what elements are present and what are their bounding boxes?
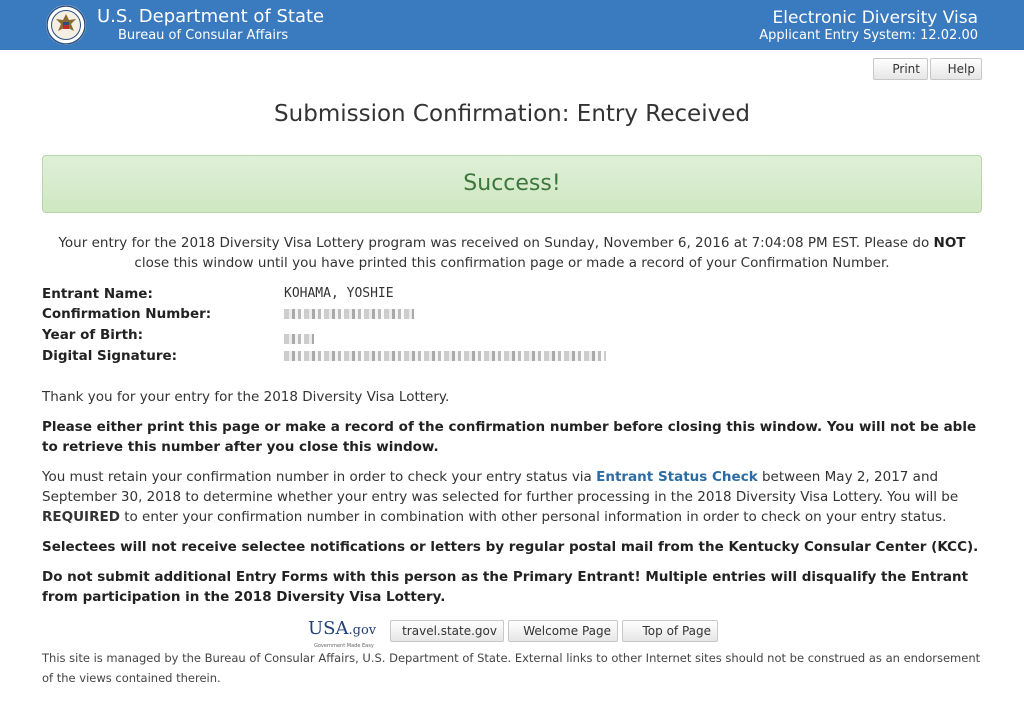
intro-text-continued: close this window until you have printed this confirmation page or made a record of your Confirmation Number.	[134, 255, 890, 271]
footer-disclaimer: This site is managed by the Bureau of Consular Affairs, U.S. Department of State. External links to other Internet sites should not be construed as an endorsement of the views contained therein.	[42, 651, 981, 685]
system-version: Applicant Entry System: 12.02.00	[759, 28, 978, 43]
intro-emphasis: NOT	[933, 235, 966, 251]
birth-year-label: Year of Birth:	[42, 327, 144, 343]
print-warning-text: Please either print this page or make a record of the confirmation number before closing this window. You will not be able to retrieve this number after you close this window.	[42, 419, 977, 455]
bureau-subtitle: Bureau of Consular Affairs	[118, 28, 289, 43]
confirmation-intro	[42, 233, 982, 273]
usa-gov-logo[interactable]	[308, 618, 384, 649]
multiple-entries-warning: Do not submit additional Entry Forms with this person as the Primary Entrant! Multiple entries will disqualify the Entrant from participation in the 2018 Diversity Visa Lottery.	[42, 569, 969, 605]
usa-logo-gov: .gov	[348, 623, 377, 638]
page-title: Submission Confirmation: Entry Received	[274, 101, 750, 127]
top-of-page-button[interactable]: Top of Page	[622, 620, 718, 642]
birth-year-redacted	[284, 334, 314, 344]
selectees-notice: Selectees will not receive selectee notifications or letters by regular postal mail from the Kentucky Consular Center (KCC).	[42, 539, 979, 555]
system-title: Electronic Diversity Visa	[772, 8, 978, 28]
department-title[interactable]: U.S. Department of State	[97, 6, 325, 27]
welcome-page-button[interactable]: Welcome Page	[508, 620, 618, 642]
thank-you-text: Thank you for your entry for the 2018 Diversity Visa Lottery.	[42, 389, 450, 405]
success-banner	[42, 155, 982, 213]
digital-signature-label: Digital Signature:	[42, 348, 178, 364]
entrant-name-label: Entrant Name:	[42, 286, 153, 302]
confirmation-number-redacted	[284, 309, 414, 319]
travel-state-gov-button[interactable]: travel.state.gov	[390, 620, 504, 642]
digital-signature-redacted	[284, 351, 606, 361]
intro-text: Your entry for the 2018 Diversity Visa Lottery program was received on Sunday, November 6, 2016 at 7:04:08 PM EST. Please do	[58, 235, 934, 251]
department-seal-icon[interactable]	[46, 5, 86, 45]
required-emphasis: REQUIRED	[42, 509, 120, 525]
print-button[interactable]: Print	[873, 58, 928, 80]
retain-text-end: to enter your confirmation number in combination with other personal information in order to check on your entry status.	[119, 509, 947, 525]
usa-logo-text: USA	[308, 618, 349, 639]
help-button[interactable]: Help	[930, 58, 982, 80]
usa-logo-tagline: Government Made Easy	[314, 643, 374, 649]
entrant-status-check-link[interactable]: Entrant Status Check	[596, 469, 758, 485]
entrant-name-value: KOHAMA, YOSHIE	[284, 286, 394, 301]
confirmation-number-label: Confirmation Number:	[42, 306, 212, 322]
success-message: Success!	[463, 171, 561, 196]
retain-text: You must retain your confirmation number in order to check your entry status via	[42, 469, 597, 485]
retain-number-text	[42, 467, 982, 527]
retain-text-continued: between May 2, 2017 and September 30, 2018 to determine whether your entry was selected for further processing in the 2018 Diversity Visa Lottery. You will be	[42, 469, 959, 505]
site-header	[0, 0, 1024, 50]
